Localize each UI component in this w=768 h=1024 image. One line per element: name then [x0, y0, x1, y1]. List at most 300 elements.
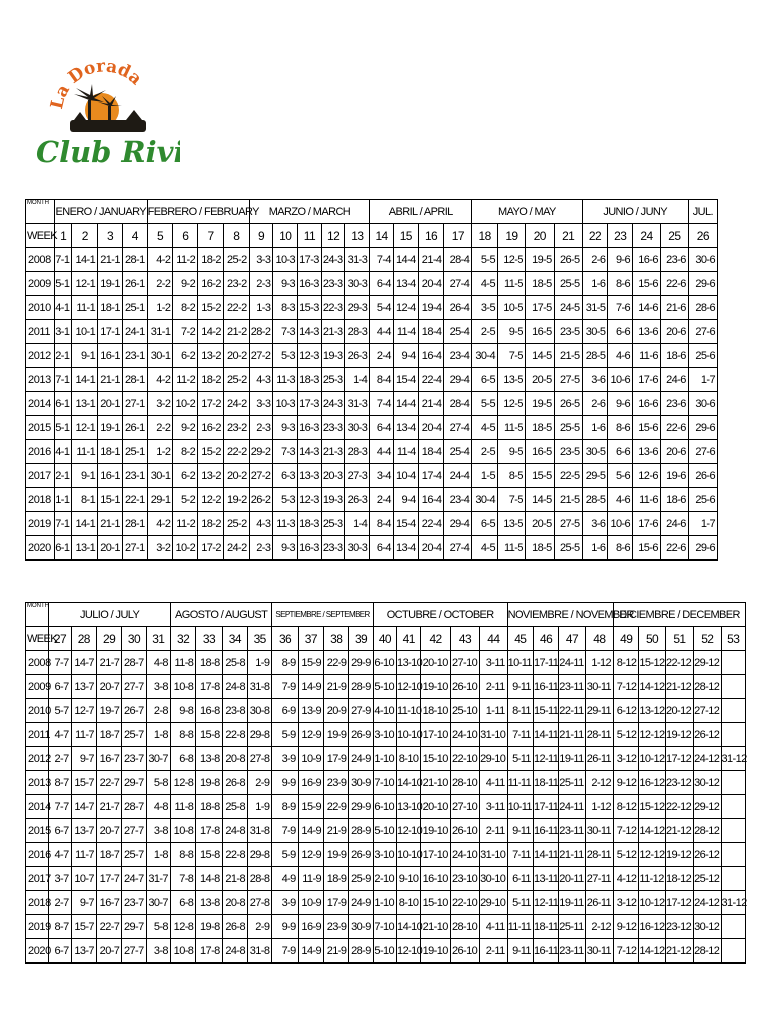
- date-cell: 1-11: [480, 699, 507, 723]
- date-cell: 11-4: [393, 320, 418, 344]
- date-cell: 26-5: [554, 392, 582, 416]
- date-cell: 7-1: [54, 512, 72, 536]
- date-cell: 8-5: [498, 464, 526, 488]
- date-cell: 8-9: [272, 795, 298, 819]
- date-cell: 21-7: [96, 651, 121, 675]
- date-cell: 30-9: [349, 915, 373, 939]
- date-cell: 28-11: [585, 843, 613, 867]
- date-cell: 17-11: [533, 795, 558, 819]
- date-cell: 15-6: [633, 536, 661, 561]
- date-cell: 19-3: [321, 488, 345, 512]
- date-cell: 11-5: [498, 416, 526, 440]
- date-cell: 25-7: [122, 723, 146, 747]
- date-cell: 15-9: [298, 651, 323, 675]
- date-cell: 12-10: [397, 675, 421, 699]
- date-cell: 7-10: [373, 915, 396, 939]
- date-cell: 21-1: [98, 512, 123, 536]
- date-cell: 13-6: [633, 440, 661, 464]
- month-header: JUL.: [688, 200, 717, 224]
- week-number: 38: [324, 627, 349, 651]
- date-cell: 7-10: [373, 771, 396, 795]
- date-cell: 27-10: [450, 795, 479, 819]
- date-cell: 16-11: [533, 819, 558, 843]
- date-cell: 4-3: [249, 512, 273, 536]
- date-cell: 6-3: [273, 464, 298, 488]
- date-cell: 14-4: [393, 248, 418, 272]
- date-cell: 15-7: [71, 771, 96, 795]
- date-cell: 19-12: [665, 723, 693, 747]
- date-cell: 11-3: [273, 368, 298, 392]
- date-cell: 18-5: [525, 416, 554, 440]
- date-cell: 1-12: [585, 651, 613, 675]
- date-cell: 27-1: [122, 536, 147, 561]
- week-number: 52: [694, 627, 721, 651]
- month-row-label: MONTH: [26, 603, 49, 627]
- year-cell: 2012: [26, 747, 49, 771]
- year-cell: 2017: [26, 464, 55, 488]
- date-cell: 28-1: [122, 248, 147, 272]
- date-cell: 28-5: [582, 488, 608, 512]
- date-cell: 31-10: [480, 843, 507, 867]
- date-cell: 9-11: [507, 819, 533, 843]
- date-cell: 20-11: [559, 867, 585, 891]
- date-cell: 20-1: [98, 536, 123, 561]
- date-cell: 22-5: [554, 464, 582, 488]
- date-cell: 23-12: [665, 771, 693, 795]
- date-cell: 22-8: [222, 723, 247, 747]
- date-cell: 25-1: [122, 296, 147, 320]
- date-cell: 29-9: [349, 795, 373, 819]
- date-cell: 18-1: [98, 296, 123, 320]
- date-cell: 12-10: [397, 819, 421, 843]
- date-cell: 6-6: [608, 320, 633, 344]
- week-number: 49: [614, 627, 639, 651]
- date-cell: 21-4: [418, 248, 444, 272]
- date-cell: 27-6: [688, 440, 717, 464]
- date-cell: 30-12: [694, 771, 721, 795]
- date-cell: 19-7: [96, 699, 121, 723]
- date-cell: 20-8: [222, 747, 247, 771]
- month-header: ABRIL / APRIL: [370, 200, 472, 224]
- date-cell: 21-12: [665, 675, 693, 699]
- date-cell: 30-5: [582, 320, 608, 344]
- date-cell: 3-8: [146, 819, 170, 843]
- date-cell: 8-3: [273, 296, 298, 320]
- date-cell: 29-1: [147, 488, 173, 512]
- date-cell: 1-6: [582, 272, 608, 296]
- date-cell: 16-12: [639, 771, 665, 795]
- week-number: 36: [272, 627, 298, 651]
- table-row: [26, 416, 718, 440]
- date-cell: 5-11: [507, 747, 533, 771]
- date-cell: 26-7: [122, 699, 146, 723]
- date-cell: 16-8: [196, 699, 222, 723]
- week-number: 22: [582, 224, 608, 248]
- date-cell: 14-11: [533, 723, 558, 747]
- logo-arc-text: La Dorada: [46, 56, 146, 112]
- date-cell: 15-8: [196, 723, 222, 747]
- date-cell: 28-5: [582, 344, 608, 368]
- date-cell: 2-9: [248, 915, 272, 939]
- calendar-table-first-half: [25, 199, 718, 561]
- date-cell: 4-12: [614, 867, 639, 891]
- date-cell: 27-9: [349, 699, 373, 723]
- date-cell: 18-3: [298, 512, 322, 536]
- date-cell: 23-1: [122, 464, 147, 488]
- date-cell: 27-2: [249, 464, 273, 488]
- logo-script-text: Club Riv: [36, 135, 174, 169]
- date-cell: 3-2: [147, 536, 173, 561]
- date-cell: 20-5: [525, 368, 554, 392]
- date-cell: 25-6: [688, 488, 717, 512]
- week-number: 50: [639, 627, 665, 651]
- date-cell: 20-7: [96, 675, 121, 699]
- date-cell: 7-7: [49, 795, 71, 819]
- date-cell: 3-11: [480, 651, 507, 675]
- date-cell: 13-6: [633, 320, 661, 344]
- date-cell: 26-1: [122, 416, 147, 440]
- date-cell: 29-7: [122, 771, 146, 795]
- table-row: [26, 368, 718, 392]
- date-cell: 16-1: [98, 344, 123, 368]
- date-cell: 5-11: [507, 891, 533, 915]
- year-cell: 2008: [26, 248, 55, 272]
- date-cell: 5-9: [272, 843, 298, 867]
- date-cell: 21-8: [222, 867, 247, 891]
- date-cell: 30-3: [345, 272, 370, 296]
- month-header: MAYO / MAY: [472, 200, 582, 224]
- date-cell: 14-12: [639, 939, 665, 964]
- date-cell: 14-6: [633, 296, 661, 320]
- date-cell: 6-7: [49, 675, 71, 699]
- date-cell: 24-11: [559, 795, 585, 819]
- date-cell: 7-12: [614, 675, 639, 699]
- date-cell: 6-6: [608, 440, 633, 464]
- date-cell: 6-5: [472, 512, 498, 536]
- date-cell: 4-10: [373, 699, 396, 723]
- date-cell: 2-8: [146, 699, 170, 723]
- date-cell: 16-4: [418, 488, 444, 512]
- date-cell: 1-6: [582, 416, 608, 440]
- week-number: 1: [54, 224, 72, 248]
- date-cell: [721, 723, 746, 747]
- week-header-row: [26, 224, 718, 248]
- date-cell: 7-9: [272, 939, 298, 964]
- date-cell: 1-1: [54, 488, 72, 512]
- date-cell: 6-4: [370, 416, 394, 440]
- date-cell: 1-8: [146, 723, 170, 747]
- date-cell: 31-8: [248, 675, 272, 699]
- table-row: [26, 699, 746, 723]
- year-cell: 2013: [26, 368, 55, 392]
- date-cell: 22-10: [450, 891, 479, 915]
- date-cell: 25-1: [122, 440, 147, 464]
- date-cell: 30-11: [585, 819, 613, 843]
- date-cell: 6-12: [614, 699, 639, 723]
- date-cell: 24-3: [321, 248, 345, 272]
- table-row: [26, 723, 746, 747]
- date-cell: 24-9: [349, 891, 373, 915]
- table-row: [26, 675, 746, 699]
- date-cell: 3-6: [582, 368, 608, 392]
- date-cell: 11-5: [498, 536, 526, 561]
- date-cell: 25-3: [321, 512, 345, 536]
- date-cell: 19-11: [559, 747, 585, 771]
- date-cell: 25-5: [554, 416, 582, 440]
- date-cell: 8-8: [170, 723, 195, 747]
- date-cell: 27-4: [444, 536, 472, 561]
- date-cell: 21-9: [324, 819, 349, 843]
- date-cell: 27-2: [249, 344, 273, 368]
- date-cell: 5-9: [272, 723, 298, 747]
- week-number: 30: [122, 627, 146, 651]
- date-cell: 14-5: [525, 488, 554, 512]
- date-cell: 12-10: [397, 939, 421, 964]
- date-cell: 5-3: [273, 344, 298, 368]
- table-row: [26, 867, 746, 891]
- date-cell: 25-5: [554, 536, 582, 561]
- date-cell: 26-2: [249, 488, 273, 512]
- date-cell: 25-6: [688, 344, 717, 368]
- date-cell: 15-12: [639, 795, 665, 819]
- date-cell: 6-4: [370, 536, 394, 561]
- date-cell: 13-7: [71, 939, 96, 964]
- date-cell: 21-12: [665, 819, 693, 843]
- date-cell: 8-7: [49, 771, 71, 795]
- date-cell: 24-8: [222, 675, 247, 699]
- date-cell: 20-2: [223, 344, 249, 368]
- date-cell: 4-8: [146, 795, 170, 819]
- date-cell: 19-5: [525, 248, 554, 272]
- date-cell: 21-7: [96, 795, 121, 819]
- date-cell: 29-11: [585, 699, 613, 723]
- date-cell: 4-5: [472, 272, 498, 296]
- month-header: SEPTIEMBRE / SEPTEMBER: [272, 603, 373, 627]
- date-cell: 14-5: [525, 344, 554, 368]
- year-cell: 2010: [26, 699, 49, 723]
- date-cell: 27-12: [694, 699, 721, 723]
- date-cell: 2-11: [480, 819, 507, 843]
- date-cell: 26-4: [444, 296, 472, 320]
- date-cell: 3-4: [370, 464, 394, 488]
- date-cell: 10-11: [507, 795, 533, 819]
- date-cell: 10-8: [170, 675, 195, 699]
- year-cell: 2010: [26, 296, 55, 320]
- date-cell: 31-12: [721, 747, 746, 771]
- date-cell: 8-4: [370, 368, 394, 392]
- date-cell: 6-5: [472, 368, 498, 392]
- date-cell: 14-9: [298, 819, 323, 843]
- table-row: [26, 651, 746, 675]
- month-header-row: [26, 200, 718, 224]
- date-cell: [721, 939, 746, 964]
- date-cell: 18-8: [196, 651, 222, 675]
- date-cell: 12-11: [533, 747, 558, 771]
- date-cell: 28-9: [349, 939, 373, 964]
- date-cell: 29-8: [248, 723, 272, 747]
- date-cell: 30-8: [248, 699, 272, 723]
- date-cell: 17-6: [633, 368, 661, 392]
- date-cell: 29-10: [480, 891, 507, 915]
- year-cell: 2020: [26, 536, 55, 561]
- date-cell: 2-11: [480, 939, 507, 964]
- date-cell: 17-12: [665, 747, 693, 771]
- date-cell: 11-8: [170, 795, 195, 819]
- date-cell: 9-2: [173, 272, 198, 296]
- date-cell: 26-1: [122, 272, 147, 296]
- date-cell: 12-2: [198, 488, 224, 512]
- date-cell: 12-3: [298, 488, 322, 512]
- date-cell: 30-1: [147, 344, 173, 368]
- date-cell: 12-6: [633, 464, 661, 488]
- date-cell: 18-7: [96, 723, 121, 747]
- date-cell: 25-4: [444, 320, 472, 344]
- date-cell: 22-6: [660, 272, 688, 296]
- date-cell: 21-1: [98, 368, 123, 392]
- date-cell: 11-7: [71, 843, 96, 867]
- date-cell: 3-8: [146, 675, 170, 699]
- date-cell: 30-3: [345, 536, 370, 561]
- date-cell: 22-9: [324, 651, 349, 675]
- week-number: 31: [146, 627, 170, 651]
- date-cell: 3-6: [582, 512, 608, 536]
- date-cell: 12-1: [72, 416, 98, 440]
- date-cell: 13-1: [72, 392, 98, 416]
- date-cell: 9-8: [170, 699, 195, 723]
- date-cell: 23-5: [554, 320, 582, 344]
- date-cell: 24-9: [349, 747, 373, 771]
- date-cell: 19-2: [223, 488, 249, 512]
- date-cell: 22-6: [660, 416, 688, 440]
- date-cell: 16-5: [525, 320, 554, 344]
- date-cell: 22-12: [665, 651, 693, 675]
- date-cell: 9-6: [608, 248, 633, 272]
- date-cell: 27-4: [444, 416, 472, 440]
- date-cell: 9-3: [273, 416, 298, 440]
- date-cell: 7-6: [608, 296, 633, 320]
- date-cell: 16-9: [298, 915, 323, 939]
- date-cell: 27-1: [122, 392, 147, 416]
- date-cell: 19-4: [418, 296, 444, 320]
- date-cell: 10-6: [608, 512, 633, 536]
- date-cell: 30-4: [472, 344, 498, 368]
- date-cell: 24-8: [222, 819, 247, 843]
- date-cell: 30-11: [585, 675, 613, 699]
- date-cell: 4-4: [370, 440, 394, 464]
- date-cell: 13-2: [198, 344, 224, 368]
- date-cell: 22-6: [660, 536, 688, 561]
- week-number: 13: [345, 224, 370, 248]
- date-cell: 4-5: [472, 536, 498, 561]
- year-cell: 2015: [26, 819, 49, 843]
- date-cell: 8-12: [614, 651, 639, 675]
- date-cell: 28-1: [122, 512, 147, 536]
- date-cell: 7-4: [370, 392, 394, 416]
- week-number: 34: [222, 627, 247, 651]
- date-cell: 16-1: [98, 464, 123, 488]
- year-cell: 2018: [26, 891, 49, 915]
- date-cell: 26-10: [450, 819, 479, 843]
- date-cell: 29-12: [694, 795, 721, 819]
- date-cell: 25-2: [223, 248, 249, 272]
- date-cell: 13-4: [393, 416, 418, 440]
- date-cell: 12-7: [71, 699, 96, 723]
- date-cell: 28-1: [122, 368, 147, 392]
- date-cell: 16-7: [96, 891, 121, 915]
- date-cell: 4-1: [54, 440, 72, 464]
- date-cell: 16-7: [96, 747, 121, 771]
- date-cell: 8-2: [173, 440, 198, 464]
- date-cell: 14-1: [72, 248, 98, 272]
- date-cell: 25-7: [122, 843, 146, 867]
- date-cell: 7-9: [272, 675, 298, 699]
- date-cell: 2-5: [472, 440, 498, 464]
- date-cell: 13-8: [196, 747, 222, 771]
- date-cell: 12-8: [170, 915, 195, 939]
- date-cell: 4-8: [146, 651, 170, 675]
- date-cell: 1-2: [147, 440, 173, 464]
- date-cell: 26-10: [450, 939, 479, 964]
- date-cell: 1-6: [582, 536, 608, 561]
- week-number: 27: [49, 627, 71, 651]
- date-cell: 17-10: [421, 843, 450, 867]
- date-cell: 24-7: [122, 867, 146, 891]
- table-row: [26, 771, 746, 795]
- date-cell: 19-5: [525, 392, 554, 416]
- date-cell: 30-5: [582, 440, 608, 464]
- date-cell: 21-9: [324, 939, 349, 964]
- week-number: 40: [373, 627, 396, 651]
- date-cell: 5-8: [146, 915, 170, 939]
- date-cell: 30-6: [688, 248, 717, 272]
- date-cell: 27-7: [122, 675, 146, 699]
- date-cell: 20-9: [324, 699, 349, 723]
- date-cell: 1-9: [248, 795, 272, 819]
- date-cell: 26-11: [585, 747, 613, 771]
- date-cell: 24-11: [559, 651, 585, 675]
- date-cell: 20-1: [98, 392, 123, 416]
- date-cell: 31-1: [147, 320, 173, 344]
- date-cell: 14-9: [298, 675, 323, 699]
- week-number: 32: [170, 627, 195, 651]
- month-header: OCTUBRE / OCTOBER: [373, 603, 507, 627]
- date-cell: 2-6: [582, 248, 608, 272]
- date-cell: 21-10: [421, 771, 450, 795]
- date-cell: 5-5: [472, 248, 498, 272]
- date-cell: 28-9: [349, 675, 373, 699]
- date-cell: 28-6: [688, 296, 717, 320]
- date-cell: 21-11: [559, 723, 585, 747]
- date-cell: 30-6: [688, 392, 717, 416]
- date-cell: 27-7: [122, 819, 146, 843]
- date-cell: 15-10: [421, 891, 450, 915]
- week-number: 3: [98, 224, 123, 248]
- date-cell: 28-12: [694, 819, 721, 843]
- table-row: [26, 747, 746, 771]
- date-cell: 8-6: [608, 272, 633, 296]
- date-cell: 15-3: [298, 296, 322, 320]
- date-cell: 10-5: [498, 296, 526, 320]
- date-cell: 3-3: [249, 248, 273, 272]
- date-cell: 11-9: [298, 867, 323, 891]
- date-cell: 13-10: [397, 651, 421, 675]
- date-cell: 27-6: [688, 320, 717, 344]
- date-cell: 15-6: [633, 416, 661, 440]
- date-cell: 18-9: [324, 867, 349, 891]
- date-cell: 6-7: [49, 939, 71, 964]
- date-cell: 13-5: [498, 512, 526, 536]
- calendar-table-second-half: [25, 602, 746, 964]
